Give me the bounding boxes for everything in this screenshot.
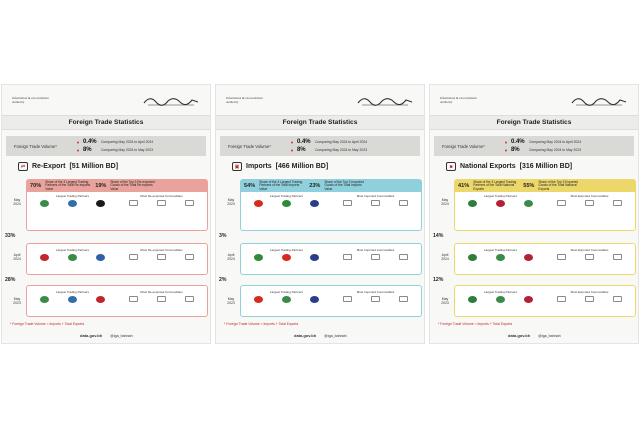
flag-icon xyxy=(524,296,533,303)
section-value: [316 Million BD] xyxy=(519,163,573,170)
volume-label: Foreign Trade Volume* xyxy=(14,143,57,149)
share-strip xyxy=(27,180,207,192)
commodity-icon xyxy=(585,254,594,260)
trade-volume-box xyxy=(220,136,420,156)
year-label: April 2024 xyxy=(441,253,449,261)
section-name: National Exports xyxy=(460,163,516,170)
goods-share-text: Share of the Top 3 Exported Goods of the Total National Exports xyxy=(538,179,579,191)
flag-icon xyxy=(282,200,291,207)
commodities-title: Most Exported Commodities xyxy=(570,290,609,294)
flag-icon xyxy=(468,296,477,303)
flag-icon xyxy=(496,200,505,207)
trade-volume-box xyxy=(6,136,206,156)
commodity-icon xyxy=(157,296,166,302)
commodity-icon xyxy=(343,254,352,260)
goods-share-text: Share of the Top 3 Re-exported Goods of the Total Re-exports Value xyxy=(110,179,155,191)
volume-label: Foreign Trade Volume* xyxy=(442,143,485,149)
volume-change-monthly: 0.4% xyxy=(510,139,525,145)
flag-icon xyxy=(68,200,77,207)
panel-header xyxy=(2,85,210,115)
imports-panel xyxy=(215,84,425,344)
partners-share-pct: 41% xyxy=(458,183,470,189)
flag-icon xyxy=(310,254,319,261)
volume-change-monthly: 0.4% xyxy=(82,139,97,145)
commodity-icon xyxy=(185,296,194,302)
panel-header xyxy=(430,85,638,115)
arabic-calligraphy-logo-icon xyxy=(570,93,628,107)
title-band xyxy=(2,115,210,130)
flag-icon xyxy=(524,200,533,207)
commodity-icon xyxy=(343,296,352,302)
partners-title: Largest Trading Partners xyxy=(269,290,304,294)
org-name: Information & eGovernment Authority xyxy=(226,96,263,104)
page-title: Foreign Trade Statistics xyxy=(68,119,144,126)
change-badge: 3% xyxy=(219,233,227,239)
partners-share-pct: 70% xyxy=(30,183,42,189)
re-export-icon: ⇄ xyxy=(18,162,28,171)
year-label: May 2024 xyxy=(13,198,21,206)
commodities-title: Most Re-exported Commodities xyxy=(140,290,183,294)
commodity-icon xyxy=(557,296,566,302)
flag-icon xyxy=(310,200,319,207)
commodity-icon xyxy=(371,296,380,302)
title-band xyxy=(430,115,638,130)
year-block-may-2023 xyxy=(240,285,422,317)
year-block-april-2024 xyxy=(240,243,422,275)
footer-logos xyxy=(508,333,561,338)
flag-icon xyxy=(254,254,263,261)
down-arrow-icon: ▼ xyxy=(76,139,80,145)
year-label: May 2024 xyxy=(227,198,235,206)
volume-label: Foreign Trade Volume* xyxy=(228,143,271,149)
year-block-may-2024 xyxy=(240,179,422,231)
arabic-calligraphy-logo-icon xyxy=(356,93,414,107)
imports-icon: ▣ xyxy=(232,162,242,171)
commodity-icon xyxy=(613,296,622,302)
change-badge: 12% xyxy=(433,277,444,283)
change-badge: 28% xyxy=(5,277,16,283)
commodity-icon xyxy=(371,254,380,260)
section-value: [466 Million BD] xyxy=(275,163,329,170)
section-title xyxy=(2,156,210,175)
footnote: * Foreign Trade Volume = Imports + Total Exports xyxy=(10,322,85,326)
year-label: May 2024 xyxy=(441,198,449,206)
arabic-calligraphy-logo-icon xyxy=(142,93,200,107)
flag-icon xyxy=(96,200,105,207)
page-title: Foreign Trade Statistics xyxy=(496,119,572,126)
partners-title: Largest Trading Partners xyxy=(269,248,304,252)
footer-site: data.gov.bh xyxy=(508,333,531,338)
change-badge: 2% xyxy=(219,277,227,283)
commodity-icon xyxy=(585,200,594,206)
section-name: Imports xyxy=(246,163,272,170)
partners-title: Largest Trading Partners xyxy=(483,290,518,294)
footer-social: @iga_bahrain xyxy=(110,333,133,338)
panel-header xyxy=(216,85,424,115)
volume-compare-monthly: Comparing May 2024 to April 2024 xyxy=(528,140,582,144)
year-label: May 2023 xyxy=(227,297,235,305)
re-export-panel xyxy=(1,84,211,344)
flag-icon xyxy=(96,296,105,303)
goods-share-pct: 19% xyxy=(95,183,107,189)
commodities-title: Most Imported Commodities xyxy=(356,290,395,294)
commodity-icon xyxy=(399,200,408,206)
commodity-icon xyxy=(557,254,566,260)
volume-compare-monthly: Comparing May 2024 to April 2024 xyxy=(100,140,154,144)
partners-title: Largest Trading Partners xyxy=(269,194,304,198)
down-arrow-icon: ▼ xyxy=(290,147,294,153)
partners-share-text: Share of the 3 Largest Trading Partners of the Total Re-exports Value xyxy=(45,179,91,191)
flag-icon xyxy=(468,200,477,207)
partners-share-text: Share of the 3 Largest Trading Partners of the Total National Exports xyxy=(473,179,517,191)
org-name: Information & eGovernment Authority xyxy=(12,96,49,104)
org-name: Information & eGovernment Authority xyxy=(440,96,477,104)
commodities-title: Most Exported Commodities xyxy=(570,248,609,252)
down-arrow-icon: ▼ xyxy=(504,139,508,145)
flag-icon xyxy=(496,254,505,261)
flag-icon xyxy=(40,254,49,261)
title-band xyxy=(216,115,424,130)
year-block-april-2024 xyxy=(26,243,208,275)
flag-icon xyxy=(68,296,77,303)
share-strip xyxy=(455,180,635,192)
commodity-icon xyxy=(129,254,138,260)
partners-title: Largest Trading Partners xyxy=(483,248,518,252)
year-label: April 2024 xyxy=(227,253,235,261)
flag-icon xyxy=(254,200,263,207)
commodity-icon xyxy=(585,296,594,302)
commodity-icon xyxy=(343,200,352,206)
year-block-april-2024 xyxy=(454,243,636,275)
commodity-icon xyxy=(371,200,380,206)
volume-compare-yearly: Comparing May 2024 to May 2023 xyxy=(100,148,153,152)
section-title xyxy=(216,156,424,175)
year-label: April 2024 xyxy=(13,253,21,261)
year-label: May 2023 xyxy=(441,297,449,305)
volume-compare-monthly: Comparing May 2024 to April 2024 xyxy=(314,140,368,144)
flag-icon xyxy=(310,296,319,303)
commodity-icon xyxy=(185,200,194,206)
volume-compare-yearly: Comparing May 2024 to May 2023 xyxy=(314,148,367,152)
year-label: May 2023 xyxy=(13,297,21,305)
national-exports-panel xyxy=(429,84,639,344)
flag-icon xyxy=(254,296,263,303)
commodities-title: Most Imported Commodities xyxy=(356,248,395,252)
flag-icon xyxy=(282,296,291,303)
partners-share-text: Share of the 3 Largest Trading Partners of the Total Imports Value xyxy=(259,179,303,191)
partners-title: Largest Trading Partners xyxy=(55,290,90,294)
partners-share-pct: 54% xyxy=(244,183,256,189)
commodity-icon xyxy=(399,296,408,302)
volume-compare-yearly: Comparing May 2024 to May 2023 xyxy=(528,148,581,152)
year-block-may-2023 xyxy=(454,285,636,317)
year-block-may-2024 xyxy=(454,179,636,231)
partners-title: Largest Trading Partners xyxy=(483,194,518,198)
commodity-icon xyxy=(157,200,166,206)
footer-logos xyxy=(294,333,347,338)
commodities-title: Most Re-exported Commodities xyxy=(140,248,183,252)
year-block-may-2023 xyxy=(26,285,208,317)
footer-social: @iga_bahrain xyxy=(538,333,561,338)
year-block-may-2024 xyxy=(26,179,208,231)
flag-icon xyxy=(496,296,505,303)
flag-icon xyxy=(40,296,49,303)
commodities-title: Most Re-exported Commodities xyxy=(140,194,183,198)
commodity-icon xyxy=(557,200,566,206)
commodity-icon xyxy=(185,254,194,260)
partners-title: Largest Trading Partners xyxy=(55,194,90,198)
change-badge: 33% xyxy=(5,233,16,239)
goods-share-text: Share of the Top 3 Imported Goods of the Total Imports Value xyxy=(324,179,364,191)
commodity-icon xyxy=(157,254,166,260)
commodity-icon xyxy=(129,296,138,302)
footnote: * Foreign Trade Volume = Imports + Total Exports xyxy=(224,322,299,326)
commodity-icon xyxy=(613,254,622,260)
down-arrow-icon: ▼ xyxy=(76,147,80,153)
down-arrow-icon: ▼ xyxy=(504,147,508,153)
national-exports-icon: ■ xyxy=(446,162,456,171)
down-arrow-icon: ▼ xyxy=(290,139,294,145)
volume-change-yearly: 8% xyxy=(510,147,520,153)
trade-volume-box xyxy=(434,136,634,156)
goods-share-pct: 23% xyxy=(309,183,321,189)
footer-social: @iga_bahrain xyxy=(324,333,347,338)
share-strip xyxy=(241,180,421,192)
goods-share-pct: 55% xyxy=(523,183,535,189)
flag-icon xyxy=(68,254,77,261)
commodities-title: Most Exported Commodities xyxy=(570,194,609,198)
commodity-icon xyxy=(129,200,138,206)
commodity-icon xyxy=(613,200,622,206)
flag-icon xyxy=(96,254,105,261)
footer-site: data.gov.bh xyxy=(80,333,103,338)
footnote: * Foreign Trade Volume = Imports + Total Exports xyxy=(438,322,513,326)
commodities-title: Most Imported Commodities xyxy=(356,194,395,198)
footer-logos xyxy=(80,333,133,338)
section-name: Re-Export xyxy=(32,163,66,170)
volume-change-monthly: 0.4% xyxy=(296,139,311,145)
flag-icon xyxy=(40,200,49,207)
commodity-icon xyxy=(399,254,408,260)
flag-icon xyxy=(468,254,477,261)
volume-change-yearly: 8% xyxy=(296,147,306,153)
volume-change-yearly: 8% xyxy=(82,147,92,153)
partners-title: Largest Trading Partners xyxy=(55,248,90,252)
section-title xyxy=(430,156,638,175)
page-title: Foreign Trade Statistics xyxy=(282,119,358,126)
section-value: [51 Million BD] xyxy=(69,163,119,170)
flag-icon xyxy=(524,254,533,261)
flag-icon xyxy=(282,254,291,261)
change-badge: 14% xyxy=(433,233,444,239)
footer-site: data.gov.bh xyxy=(294,333,317,338)
